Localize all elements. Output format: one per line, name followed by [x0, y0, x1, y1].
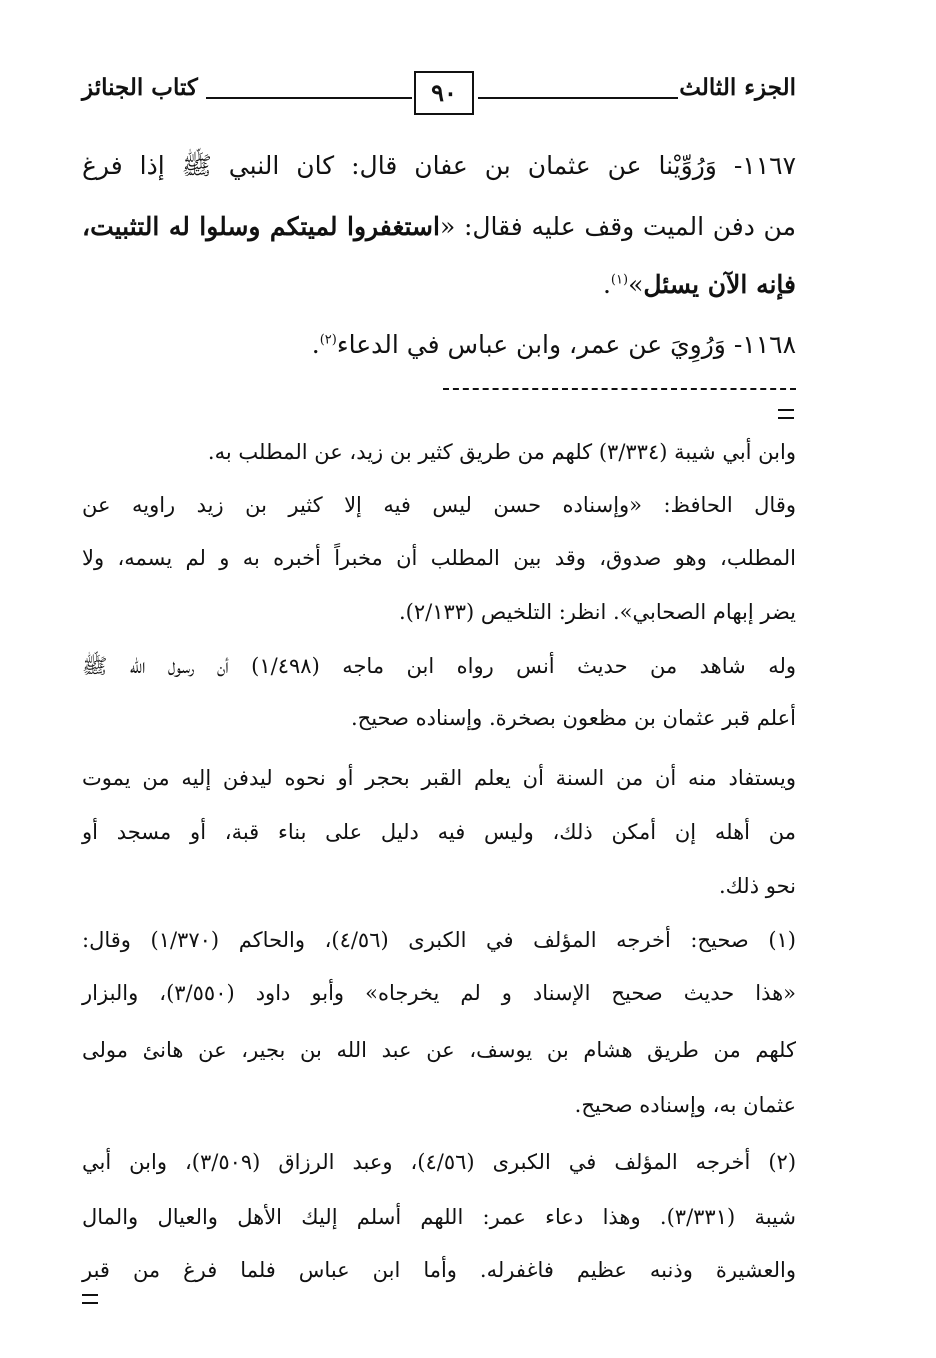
footnote-ref-1: (١): [610, 272, 629, 288]
footnote-ref-2: (٢): [319, 332, 337, 348]
hadith-1167-line-3: [82, 270, 796, 299]
hadith-1168-line: [82, 330, 796, 359]
continuation-mark: [778, 409, 794, 419]
hadith-1167-quote-a: استغفروا لميتكم وسلوا له التثبيت،: [82, 212, 440, 241]
footnote-1-line: «هذا حديث صحيح الإسناد و لم يخرجاه» وأبو داود (٣/٥٥٠)، والبزار: [82, 981, 797, 1005]
continuation-line: أعلم قبر عثمان بن مظعون بصخرة. وإسناده صحيح.: [350, 706, 796, 730]
continues-mark: [82, 1294, 98, 1304]
continuation-line: المطلب، وهو صدوق، وقد بين المطلب أن مخبراً أخبره به و لم يسمه، ولا: [82, 546, 796, 570]
running-header-part: الجزء الثالث: [679, 74, 796, 101]
continuation-line: وله شاهد من حديث أنس رواه ابن ماجه (١/٤٩٨) أن رسول الله ﷺ: [82, 654, 796, 678]
hadith-1167-quote-b: فإنه الآن يسئل: [643, 270, 796, 299]
continuation-line: من أهله إن أمكن ذلك، وليس فيه دليل على بناء قبة، أو مسجد أو: [82, 820, 796, 844]
footnote-separator: [443, 388, 796, 390]
continuation-line: وقال الحافظ: «وإسناده حسن ليس فيه إلا كثير بن زيد راويه عن: [82, 493, 796, 517]
footnote-2-line: والعشيرة وذنبه عظيم فاغفرله. وأما ابن عباس فلما فرغ من قبر: [82, 1258, 796, 1282]
continuation-line: ويستفاد منه أن من السنة أن يعلم القبر بحجر أو نحوه ليدفن إليه من يموت: [82, 766, 796, 790]
hadith-1167-text-b: من دفن الميت وقف عليه فقال: «: [439, 212, 796, 241]
period: .: [602, 270, 611, 299]
continuation-line: وابن أبي شيبة (٣/٣٣٤) كلهم من طريق كثير بن زيد، عن المطلب به.: [207, 440, 796, 464]
footnote-2-line: شيبة (٣/٣٣١). وهذا دعاء عمر: اللهم أسلم إليك الأهل والعيال والمال: [82, 1205, 796, 1229]
page-number-box: [414, 71, 474, 115]
continuation-line: يضر إبهام الصحابي». انظر: التلخيص (٢/١٣٣).: [398, 600, 796, 624]
hadith-1167-line-1: [82, 150, 796, 187]
page-number: ٩٠: [431, 78, 457, 107]
hadith-1168-text: ١١٦٨- وَرُوِيَ عن عمر، وابن عباس في الدعاء: [336, 330, 796, 359]
footnote-2-line: (٢) أخرجه المؤلف في الكبرى (٤/٥٦)، وعبد الرزاق (٣/٥٠٩)، وابن أبي: [82, 1150, 797, 1174]
running-header-book: كتاب الجنائز: [82, 74, 198, 101]
footnote-1-line: عثمان به، وإسناده صحيح.: [574, 1093, 796, 1117]
quote-close: »: [628, 270, 644, 299]
header-rule-left: [206, 97, 412, 99]
period: .: [311, 330, 320, 359]
hadith-1167-text-a: ١١٦٧- وَرُوِّيْنا عن عثمان بن عفان قال: كان النبي ﷺ إذا فرغ: [82, 151, 796, 180]
footnote-1-line: (١) صحيح: أخرجه المؤلف في الكبرى (٤/٥٦)، والحاكم (١/٣٧٠) وقال:: [82, 928, 796, 952]
header-rule-right: [478, 97, 678, 99]
hadith-1167-line-2: [82, 212, 796, 241]
footnote-1-line: كلهم من طريق هشام بن يوسف، عن عبد الله بن بجير، عن هانئ مولى: [82, 1038, 796, 1062]
continuation-line: نحو ذلك.: [718, 874, 796, 898]
